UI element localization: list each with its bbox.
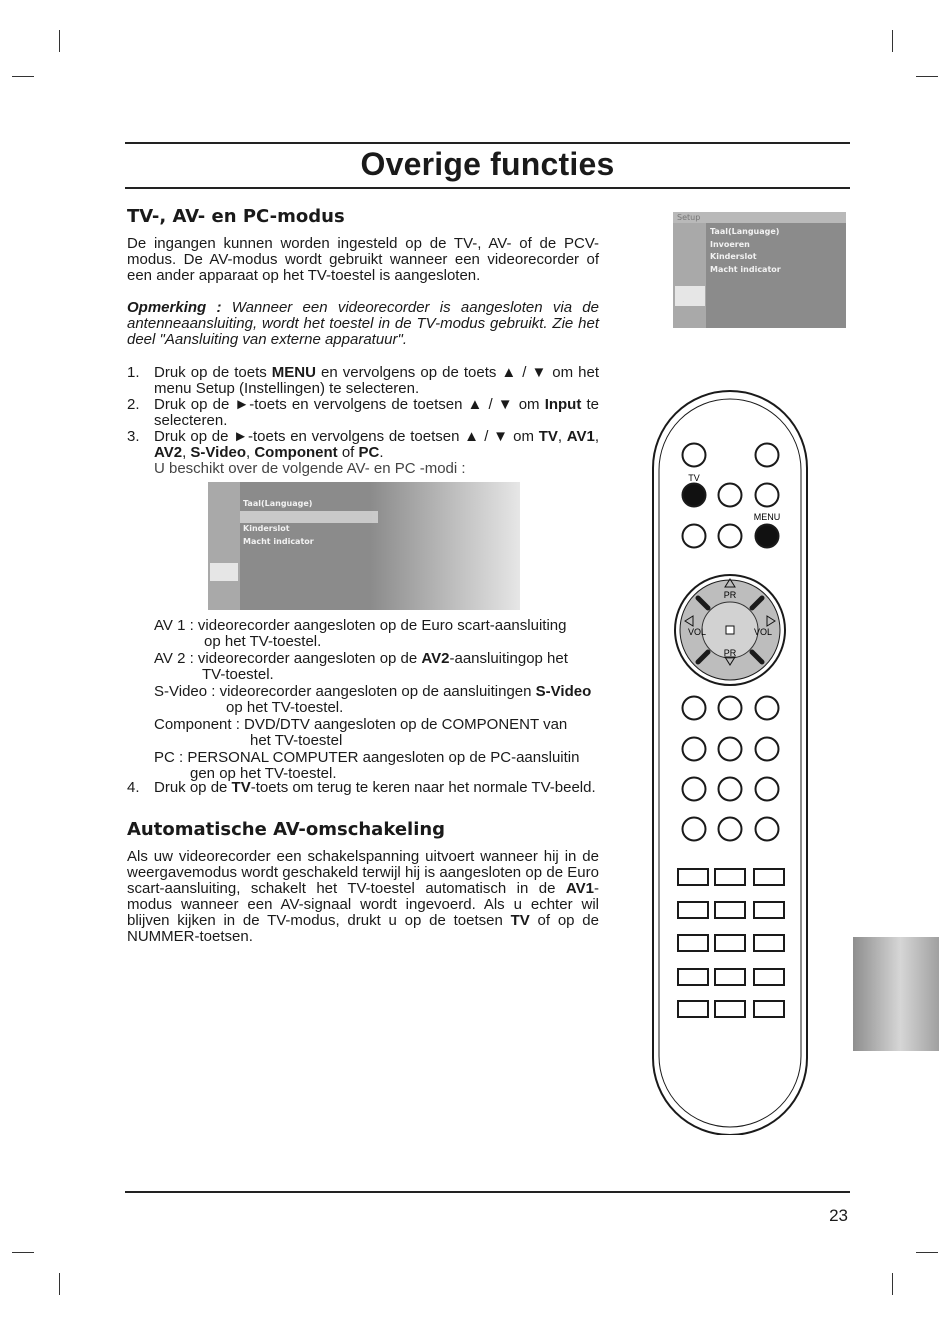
remote-button (683, 697, 706, 720)
remote-button (683, 525, 706, 548)
section-auto-av (127, 819, 599, 945)
remote-button (756, 738, 779, 761)
remote-button (719, 484, 742, 507)
chapter-tab (853, 937, 939, 1051)
osd-selected-icon (210, 563, 238, 581)
remote-button (683, 444, 706, 467)
remote-key (678, 902, 708, 918)
osd-sidebar (208, 482, 240, 610)
menu-button (756, 525, 779, 548)
modes-intro: U beschikt over de volgende AV- en PC -modi : (154, 460, 466, 477)
osd-item: Macht indicator (243, 536, 314, 546)
crop-mark (12, 1252, 34, 1253)
remote-button (756, 484, 779, 507)
auto-av-paragraph: Als uw videorecorder een schakelspanning uitvoert wanneer hij in de weergavemodus wordt geschakeld terwijl hij is aangesloten op de Euro scart-aansluiting, schakelt het TV-toestel automatisch in de AV1-modus wanneer een AV-signaal wordt ingevoerd. Als u echter wil blijven kijken in de TV-modus, drukt u op de toetsen TV of op de NUMMER-toetsen. (127, 848, 599, 945)
remote-button (719, 525, 742, 548)
osd-fade (370, 482, 520, 610)
footer-rule (125, 1191, 850, 1193)
title-rule-bottom (125, 187, 850, 189)
remote-button (683, 818, 706, 841)
osd-screenshot-small (673, 212, 846, 328)
remote-button (719, 778, 742, 801)
note-label: Opmerking : (127, 299, 222, 316)
remote-key (678, 869, 708, 885)
mode-component: Component : DVD/DTV aangesloten op de COMPONENT van het TV-toestel (154, 716, 568, 749)
list-item: 2. Druk op de ►-toets en vervolgens de toetsen ▲ / ▼ om Input te selecteren. (127, 396, 599, 429)
crop-mark (892, 1273, 893, 1295)
remote-key (678, 1001, 708, 1017)
remote-button (719, 818, 742, 841)
navigation-pad (675, 575, 785, 685)
vol-label: VOL (753, 627, 773, 637)
remote-key (715, 969, 745, 985)
remote-control-illustration (650, 388, 810, 1135)
step-4 (127, 780, 599, 796)
mode-pc: PC : PERSONAL COMPUTER aangesloten op de PC-aansluitin gen op het TV-toestel. (154, 749, 580, 782)
osd-sidebar (673, 223, 706, 328)
osd-item: Macht indicator (710, 264, 781, 274)
osd-menu (707, 226, 827, 276)
remote-key (678, 969, 708, 985)
osd-header: Setup (673, 212, 846, 223)
remote-button (756, 444, 779, 467)
note-text: Wanneer een videorecorder is aangesloten via de antenneaansluiting, wordt het toestel in de TV-modus gebruikt. Zie het deel "Aansluiting van externe apparatuur". (127, 299, 599, 348)
mode-av2: AV 2 : videorecorder aangesloten op de AV2-aansluitingop het TV-toestel. (154, 650, 568, 683)
remote-key (754, 902, 784, 918)
osd-selected-icon (675, 286, 705, 306)
steps-list (127, 365, 599, 477)
section-tv-av-pc (127, 206, 599, 477)
remote-key (678, 935, 708, 951)
osd-item: Invoeren (710, 239, 750, 249)
list-item: 1. Druk op de toets MENU en vervolgens op de toets ▲ / ▼ om het menu Setup (Instellingen) te selecteren. (127, 364, 599, 397)
section-heading: Automatische AV-omschakeling (127, 819, 446, 840)
remote-button (756, 818, 779, 841)
crop-mark (59, 30, 60, 52)
osd-item: Taal(Language) (243, 499, 313, 508)
page-number: 23 (829, 1206, 848, 1225)
remote-key (715, 935, 745, 951)
remote-key (715, 902, 745, 918)
remote-button (683, 778, 706, 801)
remote-key (754, 869, 784, 885)
osd-screenshot-large (208, 482, 520, 610)
title-rule-top (125, 142, 850, 144)
crop-mark (916, 76, 938, 77)
ok-button (726, 626, 734, 634)
remote-key (754, 935, 784, 951)
tv-button (683, 484, 706, 507)
list-item: 4. Druk op de TV-toets om terug te keren naar het normale TV-beeld. (127, 779, 596, 796)
modes-list (154, 618, 599, 783)
crop-mark (12, 76, 34, 77)
remote-button (719, 738, 742, 761)
remote-key (754, 969, 784, 985)
note-paragraph (127, 300, 599, 348)
tv-label: TV (688, 473, 700, 483)
page-title: Overige functies (360, 146, 615, 182)
osd-item: Taal(Language) (710, 227, 780, 236)
remote-button (756, 697, 779, 720)
list-item: 3. Druk op de ►-toets en vervolgens de toetsen ▲ / ▼ om TV, AV1, AV2, S-Video, Component of PC. U beschikt over de volgende AV- en PC -modi : (127, 428, 599, 477)
remote-button (756, 778, 779, 801)
remote-key (754, 1001, 784, 1017)
pr-label: PR (723, 590, 737, 600)
menu-label: MENU (753, 512, 781, 522)
osd-menu (240, 498, 378, 548)
section-heading: TV-, AV- en PC-modus (127, 206, 345, 227)
remote-key (715, 869, 745, 885)
osd-item: Kinderslot (243, 524, 290, 533)
remote-button (683, 738, 706, 761)
intro-paragraph: De ingangen kunnen worden ingesteld op de TV-, AV- of de PCV-modus. De AV-modus wordt gebruikt wanneer een videorecorder of een ander apparaat op het TV-toestel is aangesloten. (127, 235, 599, 284)
remote-button (719, 697, 742, 720)
vol-label: VOL (687, 627, 707, 637)
crop-mark (916, 1252, 938, 1253)
crop-mark (59, 1273, 60, 1295)
mode-av1: AV 1 : videorecorder aangesloten op de Euro scart-aansluiting op het TV-toestel. (154, 617, 567, 650)
mode-svideo: S-Video : videorecorder aangesloten op de aansluitingen S-Video op het TV-toestel. (154, 683, 592, 716)
osd-item (240, 511, 378, 524)
remote-key (715, 1001, 745, 1017)
osd-item: Kinderslot (710, 252, 757, 261)
crop-mark (892, 30, 893, 52)
pr-label: PR (723, 648, 737, 658)
